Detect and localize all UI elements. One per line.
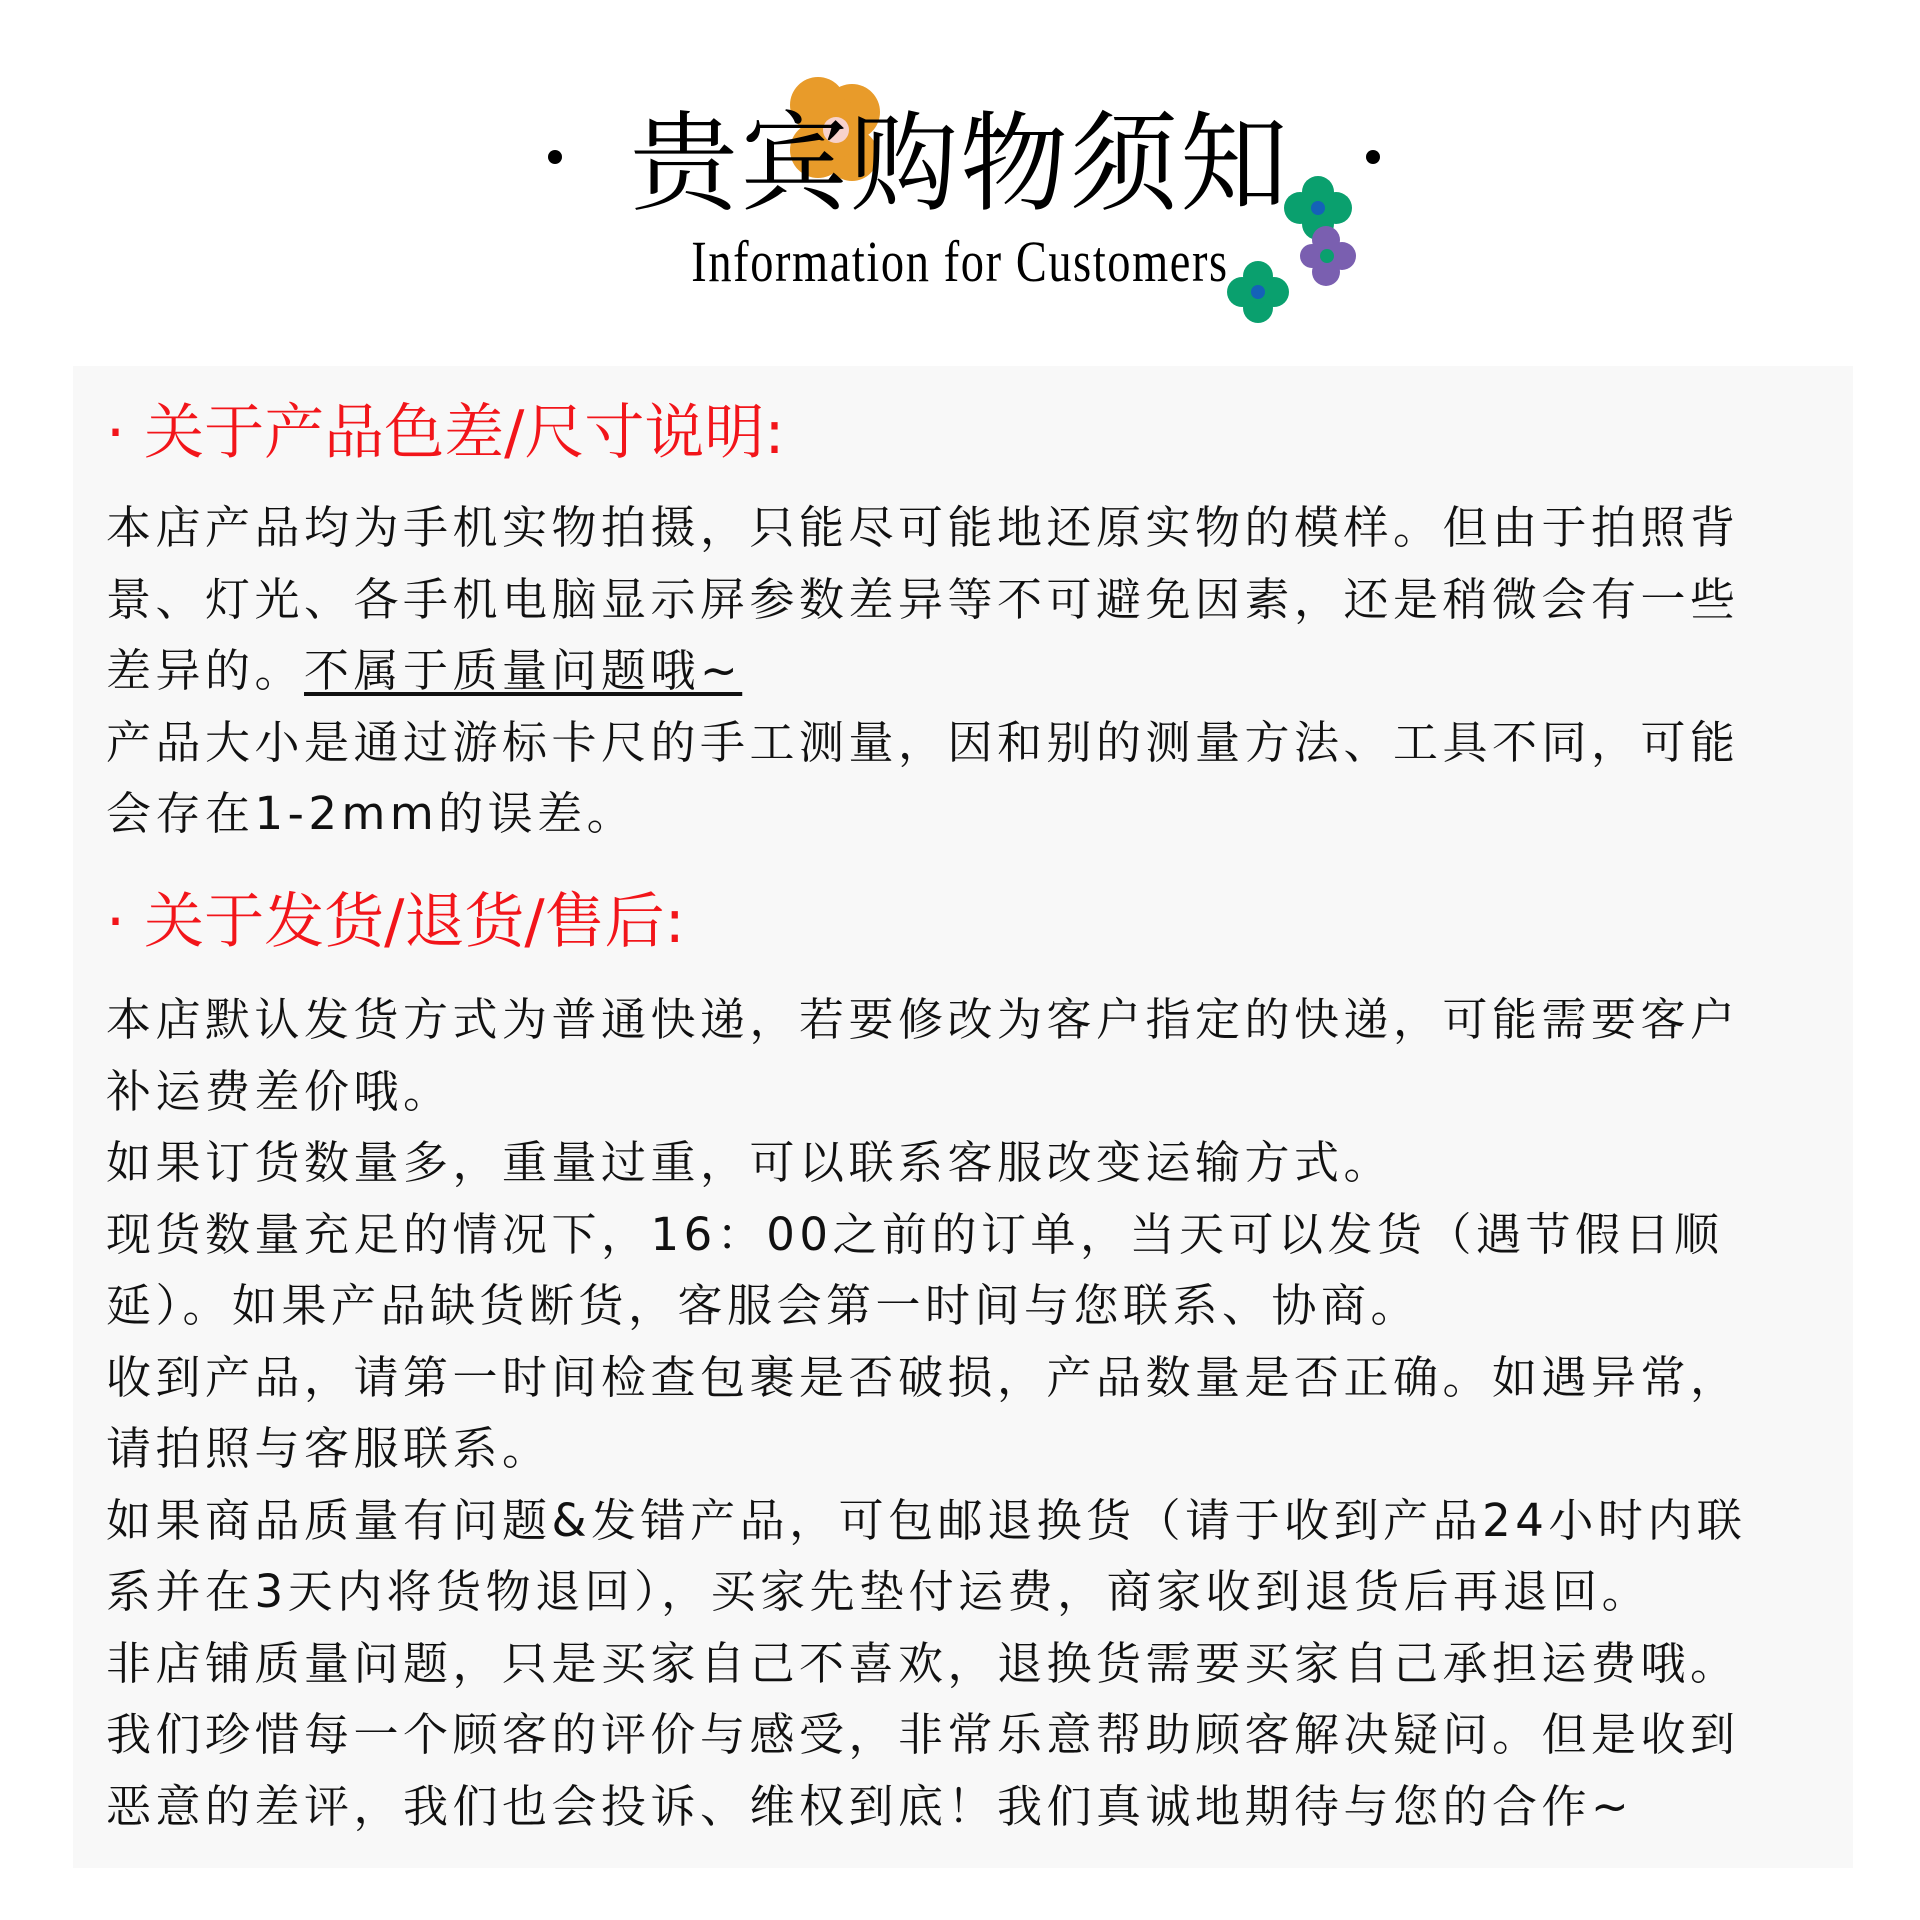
text-line: 收到产品，请第一时间检查包裹是否破损，产品数量是否正确。如遇异常， (106, 1350, 1740, 1404)
text-line: 非店铺质量问题，只是买家自己不喜欢，退换货需要买家自己承担运费哦。 (106, 1636, 1740, 1690)
text-line: 恶意的差评，我们也会投诉、维权到底！我们真诚地期待与您的合作~ (106, 1779, 1634, 1833)
text-line: 本店默认发货方式为普通快递，若要修改为客户指定的快递，可能需要客户 (106, 993, 1740, 1046)
text-line: 现货数量充足的情况下，16：00之前的订单，当天可以发货（遇节假日顺 (106, 1207, 1724, 1261)
text-line: 会存在1-2mm的误差。 (106, 787, 637, 840)
title-bullet-right (1366, 150, 1380, 164)
page-subtitle: Information for Customers (691, 229, 1229, 294)
section-heading-color-size: · 关于产品色差/尺寸说明: (106, 398, 785, 468)
page-title: 贵宾购物须知 (629, 102, 1290, 227)
text-line: 我们珍惜每一个顾客的评价与感受，非常乐意帮助顾客解决疑问。但是收到 (106, 1708, 1740, 1761)
text-line: 如果订货数量多，重量过重，可以联系客服改变运输方式。 (106, 1136, 1394, 1189)
text-line: 系并在3天内将货物退回），买家先垫付运费，商家收到退货后再退回。 (106, 1565, 1652, 1618)
text-line: 产品大小是通过游标卡尺的手工测量，因和别的测量方法、工具不同，可能 (106, 715, 1740, 769)
section-body-color-size (106, 492, 1740, 850)
text-line: 请拍照与客服联系。 (106, 1422, 552, 1475)
text-segment: 差异的。 (106, 644, 305, 697)
section-body-shipping (106, 984, 1746, 1842)
text-line: 如果商品质量有问题&发错产品，可包邮退换货（请于收到产品24小时内联 (106, 1493, 1747, 1547)
text-line: 本店产品均为手机实物拍摄，只能尽可能地还原实物的模样。但由于拍照背 (106, 501, 1740, 554)
text-line: 景、灯光、各手机电脑显示屏参数差异等不可避免因素，还是稍微会有一些 (106, 572, 1740, 626)
text-line: 补运费差价哦。 (106, 1064, 453, 1118)
text-line (106, 635, 1740, 707)
text-line: 延）。如果产品缺货断货，客服会第一时间与您联系、协商。 (106, 1279, 1421, 1332)
section-heading-shipping: · 关于发货/退货/售后: (106, 887, 685, 957)
underlined-note: 不属于质量问题哦~ (304, 644, 743, 697)
header (0, 0, 1920, 340)
